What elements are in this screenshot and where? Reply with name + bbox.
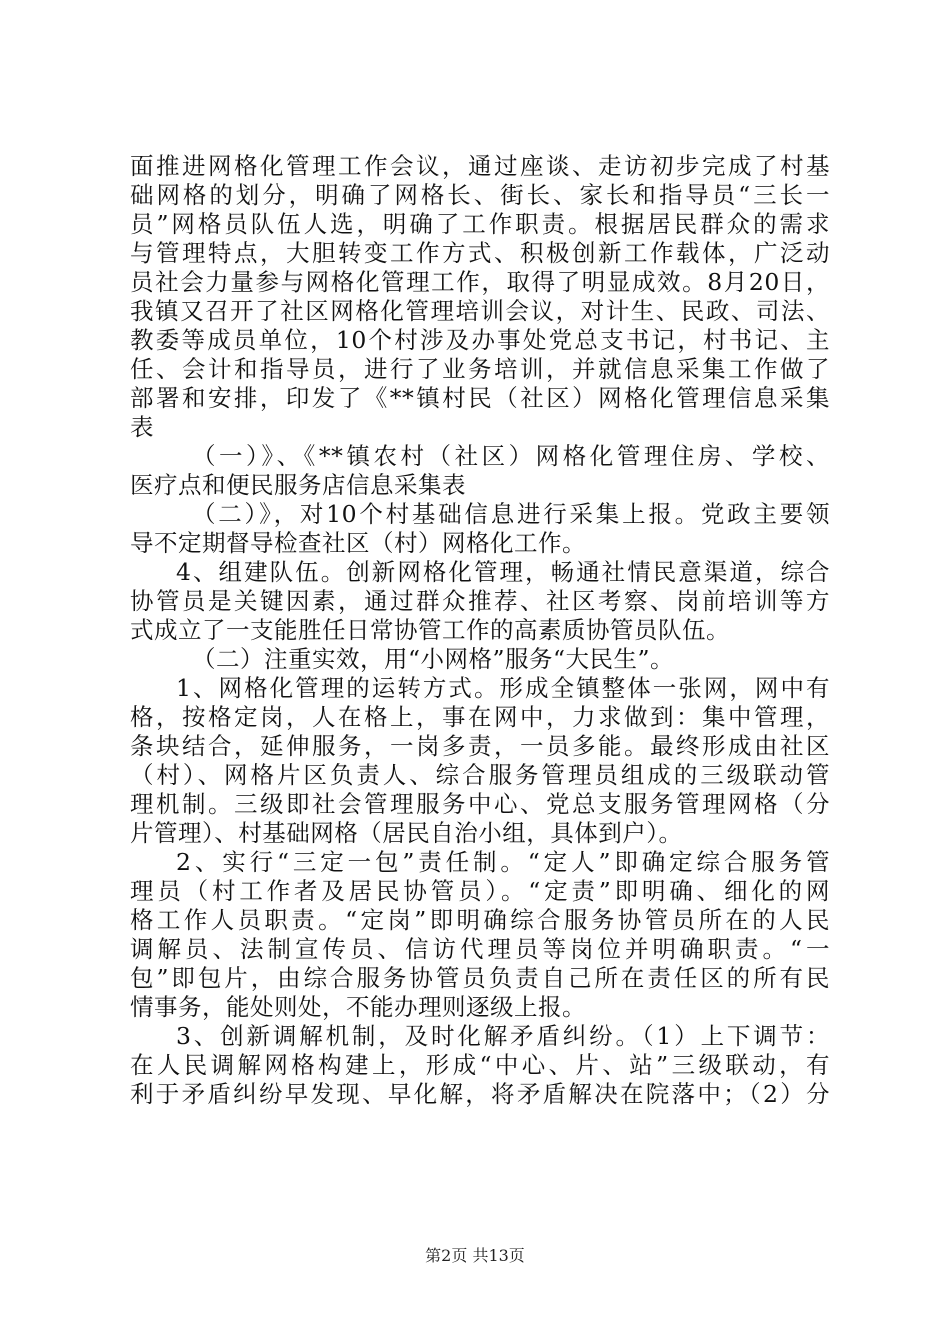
text-line: 4、组建队伍。创新网格化管理，畅通社情民意渠道，综合 bbox=[176, 558, 830, 586]
text-line: 协管员是关键因素，通过群众推荐、社区考察、岗前培训等方 bbox=[130, 587, 830, 615]
text-line: 条块结合，延伸服务，一岗多责，一员多能。最终形成由社区 bbox=[130, 732, 830, 760]
text-line: 格，按格定岗，人在格上，事在网中，力求做到：集中管理， bbox=[130, 703, 830, 731]
text-line: 情事务，能处则处，不能办理则逐级上报。 bbox=[130, 993, 586, 1021]
text-line: 片管理）、村基础网格（居民自治小组，具体到户）。 bbox=[130, 819, 683, 847]
text-line: 理机制。三级即社会管理服务中心、党总支服务管理网格（分 bbox=[130, 790, 830, 818]
text-line: 调解员、法制宣传员、信访代理员等岗位并明确职责。“一 bbox=[130, 935, 830, 963]
text-line: （二）注重实效，用“小网格”服务“大民生”。 bbox=[192, 645, 675, 673]
text-line: 员社会力量参与网格化管理工作，取得了明显成效。8月20日， bbox=[130, 268, 830, 296]
text-line: （村）、网格片区负责人、综合服务管理员组成的三级联动管 bbox=[130, 761, 830, 789]
text-line: 2、实行“三定一包”责任制。“定人”即确定综合服务管 bbox=[176, 848, 830, 876]
text-line: 包”即包片，由综合服务协管员负责自己所在责任区的所有民 bbox=[130, 964, 830, 992]
text-line: 导不定期督导检查社区（村）网格化工作。 bbox=[130, 529, 586, 557]
text-line: 与管理特点，大胆转变工作方式、积极创新工作载体，广泛动 bbox=[130, 239, 830, 267]
text-line: 3、创新调解机制，及时化解矛盾纠纷。（1）上下调节： bbox=[176, 1022, 830, 1050]
page-footer: 第2页 共13页 bbox=[425, 1246, 525, 1265]
text-line: 面推进网格化管理工作会议，通过座谈、走访初步完成了村基 bbox=[130, 152, 830, 180]
text-line: 在人民调解网格构建上，形成“中心、片、站”三级联动，有 bbox=[130, 1051, 830, 1079]
text-line: 任、会计和指导员，进行了业务培训，并就信息采集工作做了 bbox=[130, 355, 830, 383]
text-line: 理员（村工作者及居民协管员）。“定责”即明确、细化的网 bbox=[130, 877, 830, 905]
text-line: 础网格的划分，明确了网格长、街长、家长和指导员“三长一 bbox=[130, 181, 830, 209]
text-line: 我镇又召开了社区网格化管理培训会议，对计生、民政、司法、 bbox=[130, 297, 830, 325]
text-line: （二）》，对10个村基础信息进行采集上报。党政主要领 bbox=[192, 500, 830, 528]
text-line: 教委等成员单位，10个村涉及办事处党总支书记，村书记、主 bbox=[130, 326, 830, 354]
text-line: 格工作人员职责。“定岗”即明确综合服务协管员所在的人民 bbox=[130, 906, 830, 934]
text-line: 表 bbox=[130, 413, 154, 441]
text-line: 部署和安排，印发了《**镇村民（社区）网格化管理信息采集 bbox=[130, 384, 830, 412]
document-body bbox=[130, 152, 830, 1109]
text-line: （一）》、《**镇农村（社区）网格化管理住房、学校、 bbox=[192, 442, 830, 470]
text-line: 式成立了一支能胜任日常协管工作的高素质协管员队伍。 bbox=[130, 616, 730, 644]
text-line: 利于矛盾纠纷早发现、早化解，将矛盾解决在院落中；（2）分 bbox=[130, 1080, 830, 1108]
text-line: 员”网格员队伍人选，明确了工作职责。根据居民群众的需求 bbox=[130, 210, 830, 238]
text-line: 1、网格化管理的运转方式。形成全镇整体一张网，网中有 bbox=[176, 674, 830, 702]
text-line: 医疗点和便民服务店信息采集表 bbox=[130, 471, 466, 499]
